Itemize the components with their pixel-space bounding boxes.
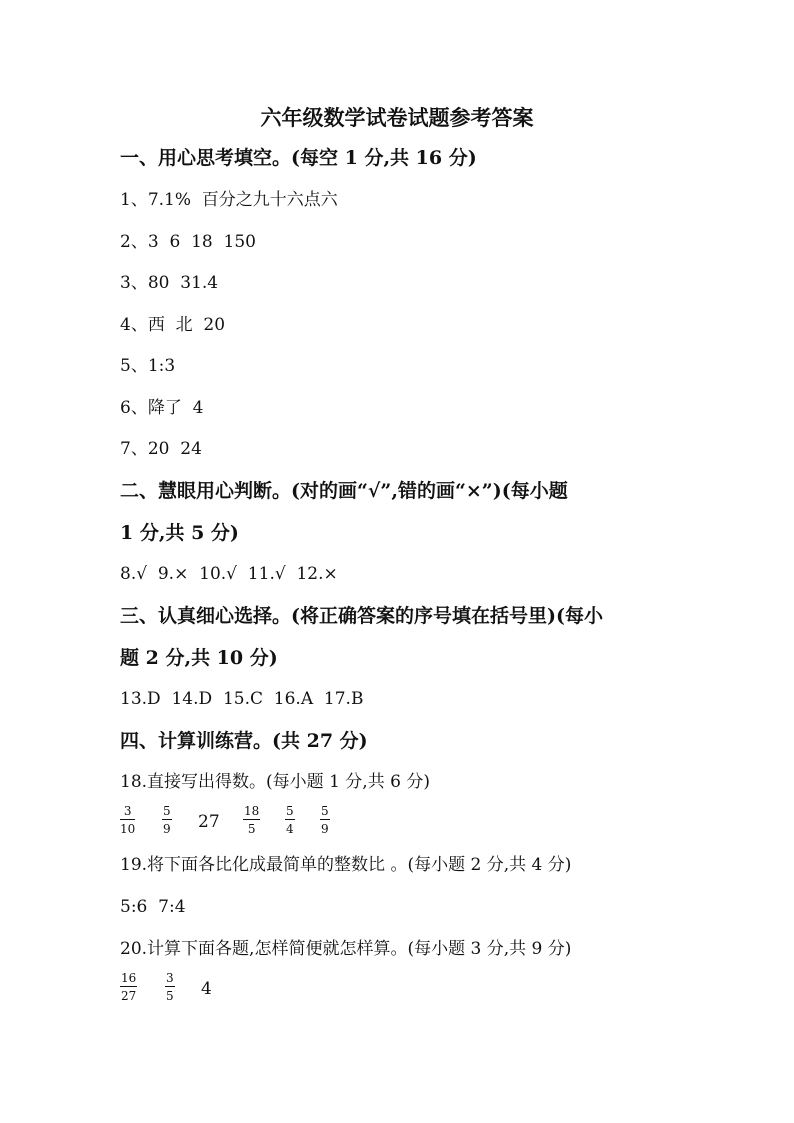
fraction	[285, 805, 295, 835]
answer-line: 3、80 31.4	[120, 273, 219, 293]
answer-line: 6、降了 4	[120, 398, 204, 418]
fraction	[120, 972, 137, 1002]
section3-answers: 13.D 14.D 15.C 16.A 17.B	[120, 689, 364, 709]
fraction-denominator: 9	[321, 822, 329, 836]
fraction-numerator: 5	[321, 804, 329, 818]
fraction-denominator: 5	[166, 989, 174, 1003]
fraction-denominator: 10	[120, 822, 136, 836]
fraction-denominator: 5	[247, 822, 256, 836]
fraction-numerator: 3	[120, 805, 135, 820]
fraction-numerator: 16	[121, 971, 137, 985]
section4-heading: 四、计算训练营。(共 27 分)	[120, 730, 368, 752]
answer-line: 5、1:3	[120, 356, 176, 376]
fraction	[243, 805, 260, 835]
section2-answers: 8.√ 9.× 10.√ 11.√ 12.×	[120, 564, 338, 584]
question-20-text: 20.计算下面各题,怎样简便就怎样算。(每小题 3 分,共 9 分)	[120, 939, 572, 959]
fraction-numerator: 3	[166, 971, 174, 985]
answer-line: 2、3 6 18 150	[120, 232, 256, 252]
fraction	[162, 805, 172, 835]
section3-heading-line2: 题 2 分,共 10 分)	[120, 647, 278, 669]
fraction	[320, 805, 330, 835]
fraction-denominator: 9	[163, 822, 171, 836]
answer-line: 7、20 24	[120, 439, 202, 459]
question-18-text: 18.直接写出得数。(每小题 1 分,共 6 分)	[120, 772, 430, 792]
answer-line: 1、7.1% 百分之九十六点六	[120, 190, 338, 210]
fraction-numerator: 5	[286, 804, 294, 818]
question-19-text: 19.将下面各比化成最简单的整数比 。(每小题 2 分,共 4 分)	[120, 855, 572, 875]
section2-heading-line1: 二、慧眼用心判断。(对的画“√”,错的画“×”)(每小题	[120, 480, 568, 502]
fraction-numerator: 18	[244, 804, 260, 818]
integer-answer: 27	[198, 812, 220, 832]
section2-heading-line2: 1 分,共 5 分)	[120, 522, 239, 544]
question-19-answers: 5:6 7:4	[120, 897, 186, 917]
fraction	[120, 805, 135, 835]
section3-heading-line1: 三、认真细心选择。(将正确答案的序号填在括号里)(每小	[120, 605, 603, 627]
fraction-numerator: 5	[163, 804, 171, 818]
fraction-denominator: 4	[286, 822, 294, 836]
integer-answer: 4	[201, 979, 212, 999]
fraction-denominator: 27	[121, 989, 137, 1003]
answer-line: 4、西 北 20	[120, 315, 226, 335]
fraction	[165, 972, 175, 1002]
document-title: 六年级数学试卷试题参考答案	[260, 105, 534, 130]
section1-heading: 一、用心思考填空。(每空 1 分,共 16 分)	[120, 147, 477, 169]
